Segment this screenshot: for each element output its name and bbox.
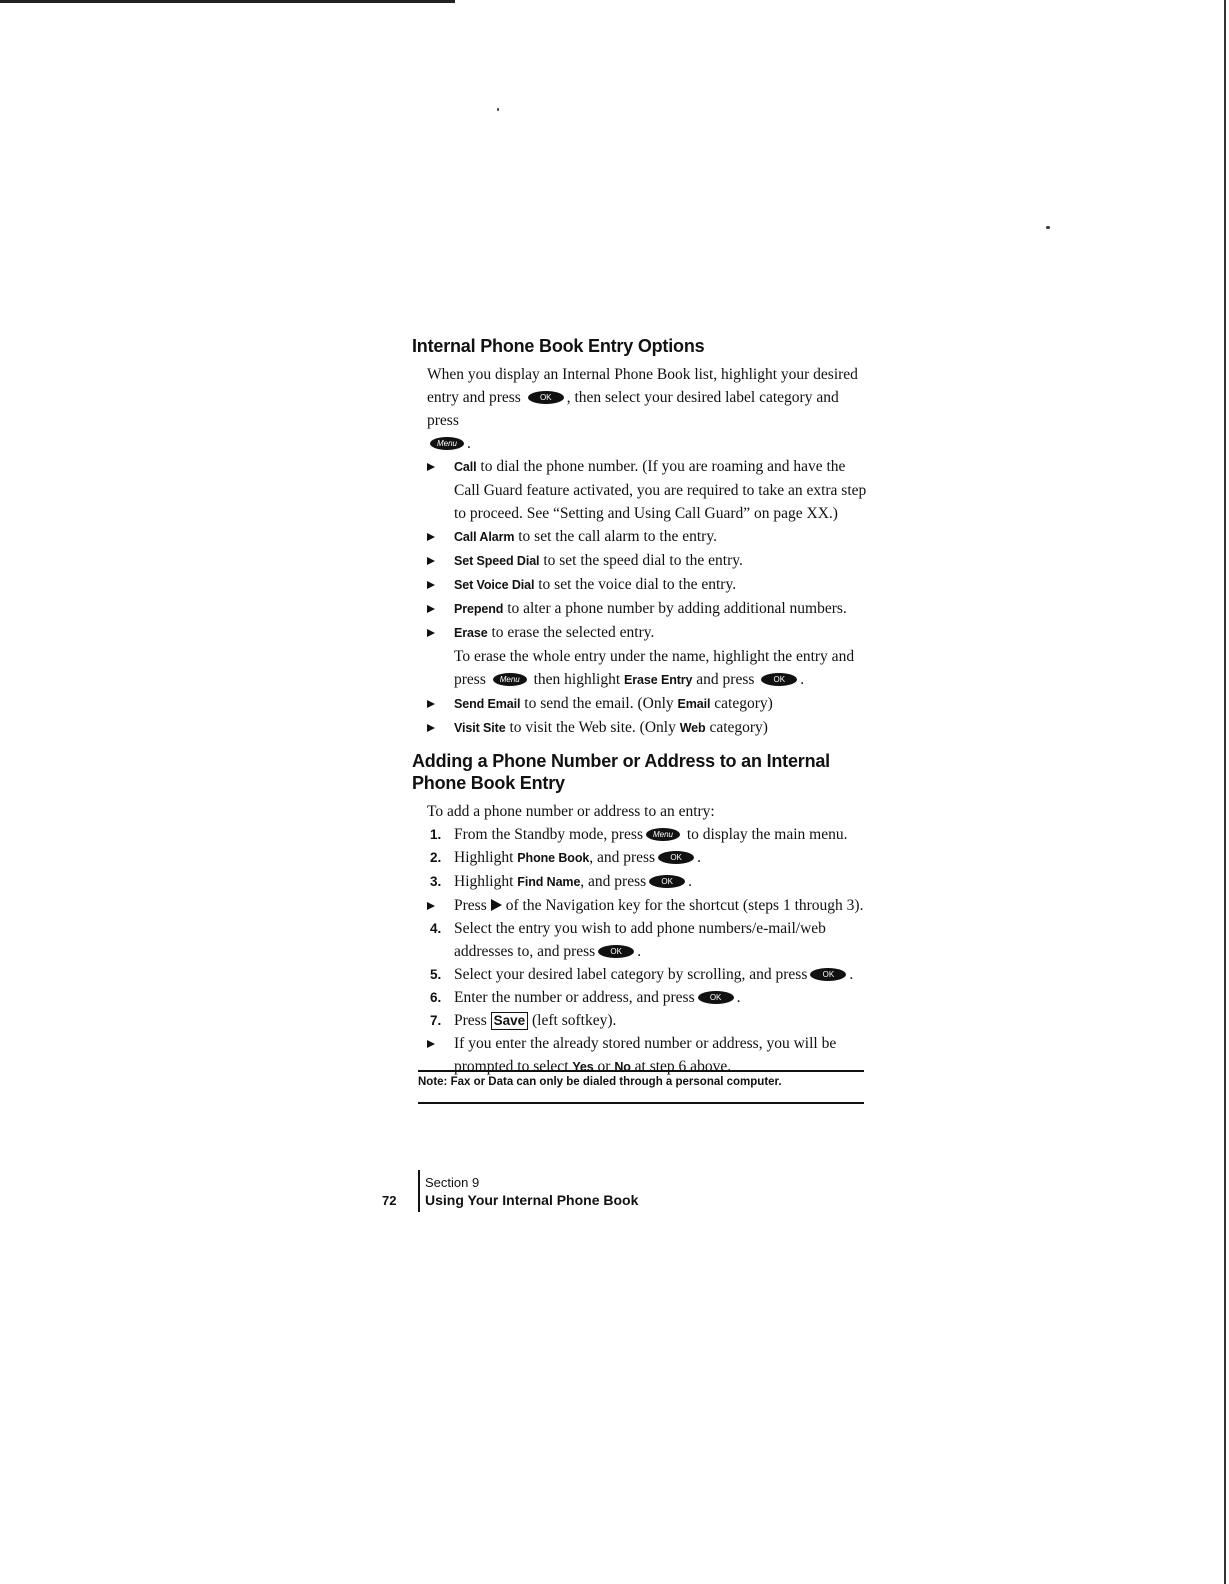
tip-item: Press of the Navigation key for the shortcut (steps 1 through 3). — [412, 894, 872, 917]
tip-item: If you enter the already stored number or address, you will be prompted to select Yes or No at step 6 above. — [412, 1032, 872, 1079]
note-label: Note: — [418, 1076, 448, 1088]
footer-title: Using Your Internal Phone Book — [425, 1192, 639, 1208]
ok-key-icon: OK — [698, 991, 734, 1004]
menu-key-icon: Menu — [646, 828, 680, 841]
step-item: 5. Select your desired label category by scrolling, and press OK . — [430, 966, 854, 983]
menu-key-icon: Menu — [430, 437, 464, 450]
page-content — [412, 335, 872, 1079]
step-item: 4. Select the entry you wish to add phone numbers/e-mail/web addresses to, and press OK . — [430, 920, 826, 960]
bullet-arrow-icon — [427, 700, 435, 708]
menu-key-icon: Menu — [493, 673, 527, 686]
steps-list — [412, 823, 872, 1079]
page-number: 72 — [382, 1193, 397, 1208]
list-item: Call to dial the phone number. (If you are roaming and have the Call Guard feature activated, you are required to take an extra step to proceed. See “Setting and Using Call Guard” on page XX.) — [412, 455, 872, 525]
note-box — [418, 1070, 864, 1104]
ok-key-icon: OK — [649, 875, 685, 888]
erase-detail: To erase the whole entry under the name, highlight the entry and press Menu then highlight Erase Entry and press OK . — [454, 648, 855, 688]
scan-edge-top — [0, 0, 455, 3]
scan-speck — [497, 108, 499, 111]
bullet-arrow-icon — [427, 463, 435, 471]
bullet-arrow-icon — [427, 581, 435, 589]
bullet-arrow-icon — [427, 605, 435, 613]
bullet-arrow-icon — [427, 724, 435, 732]
ok-key-icon: OK — [658, 851, 694, 864]
section-heading: Adding a Phone Number or Address to an Internal Phone Book Entry — [412, 751, 830, 793]
step-item: 3. Highlight Find Name, and press OK . — [430, 873, 693, 890]
bullet-arrow-icon — [427, 533, 435, 541]
scan-speck — [1046, 226, 1050, 229]
list-item: Prepend to alter a phone number by adding additional numbers. — [412, 597, 872, 621]
note-text: Fax or Data can only be dialed through a personal computer. — [447, 1076, 782, 1088]
bullet-arrow-icon — [427, 1040, 435, 1048]
step-item: 2. Highlight Phone Book, and press OK . — [430, 849, 701, 866]
ok-key-icon: OK — [810, 968, 846, 981]
right-arrow-icon — [491, 899, 502, 911]
scan-edge-right — [1224, 0, 1226, 1584]
list-item: Call Alarm to set the call alarm to the entry. — [412, 525, 872, 549]
step-item: 1. From the Standby mode, press Menu to display the main menu. — [430, 826, 848, 843]
section-heading: Internal Phone Book Entry Options — [412, 336, 705, 356]
bullet-arrow-icon — [427, 902, 435, 910]
bullet-arrow-icon — [427, 629, 435, 637]
intro-text: , then select your desired label category and press — [427, 389, 839, 429]
ok-key-icon: OK — [761, 673, 797, 686]
list-item: Set Speed Dial to set the speed dial to the entry. — [412, 549, 872, 573]
entry-options-list — [412, 455, 872, 740]
section-intro: When you display an Internal Phone Book list, highlight your desired entry and press OK , then select your desired label category and press Menu . — [427, 366, 858, 452]
step-item: 6. Enter the number or address, and press OK . — [430, 989, 741, 1006]
ok-key-icon: OK — [528, 391, 564, 404]
section-intro: To add a phone number or address to an entry: — [427, 803, 715, 820]
footer-divider — [418, 1170, 420, 1212]
bullet-arrow-icon — [427, 557, 435, 565]
list-item: Set Voice Dial to set the voice dial to the entry. — [412, 573, 872, 597]
footer-section: Section 9 — [425, 1175, 480, 1190]
save-softkey-icon: Save — [491, 1012, 529, 1030]
step-item: 7. Press Save (left softkey). — [430, 1012, 617, 1029]
intro-text: When you display an Internal Phone Book list, highlight your desired entry and press — [427, 366, 858, 406]
list-item: Erase to erase the selected entry. To erase the whole entry under the name, highlight the entry and press Menu then highlight Erase Entry and press OK . — [412, 621, 872, 692]
list-item: Send Email to send the email. (Only Email category) — [412, 692, 872, 716]
ok-key-icon: OK — [598, 945, 634, 958]
list-item: Visit Site to visit the Web site. (Only Web category) — [412, 716, 872, 740]
